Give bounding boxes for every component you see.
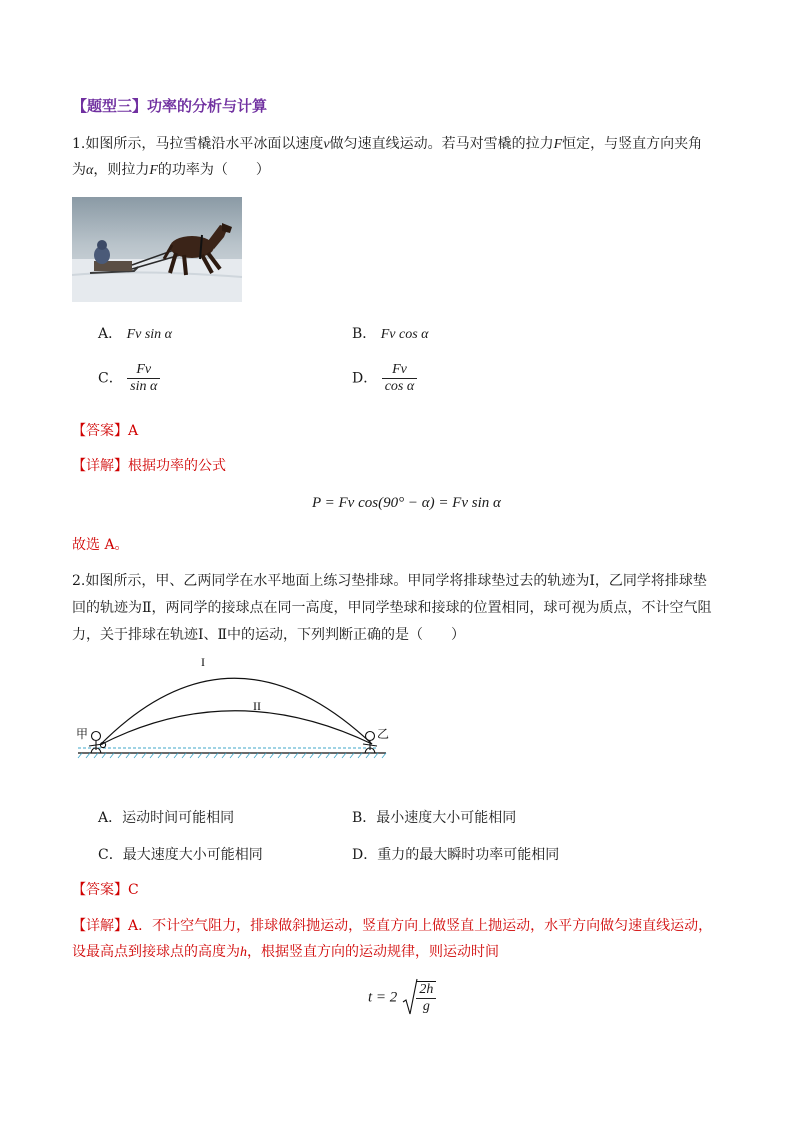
q1-stem-text: 的功率为（ ）: [157, 162, 270, 178]
q1-var-alpha: α: [86, 163, 94, 178]
horse-sled-illustration: [72, 197, 242, 302]
option-label: A．: [98, 326, 123, 342]
trajectory-svg: [72, 652, 392, 772]
q2-detail-text: 设最高点到接球点的高度为: [72, 944, 240, 960]
option-fraction: [382, 362, 418, 395]
q2-var-h: h: [240, 945, 247, 960]
formula-lhs: t = 2: [368, 989, 398, 1006]
q1-stem-text: 为: [72, 162, 86, 178]
label-curve-ii: II: [253, 699, 261, 713]
q1-option-b[interactable]: [352, 323, 429, 343]
q1-answer: 【答案】A: [72, 423, 139, 439]
q2-detail-line2: [72, 939, 752, 966]
fraction-denominator: g: [422, 999, 430, 1014]
option-label: D．: [352, 370, 378, 387]
q1-option-c[interactable]: [98, 362, 160, 395]
q1-stem-line1: [72, 131, 732, 158]
q2-answer: 【答案】C: [72, 882, 139, 898]
q2-formula: [368, 978, 436, 1018]
q1-formula: P = Fv cos(90° − α) = Fv sin α: [312, 495, 501, 511]
option-label: C．: [98, 370, 123, 387]
q1-stem-text: 做匀速直线运动。若马对雪橇的拉力: [329, 136, 554, 152]
q1-conclusion: 故选 A。: [72, 537, 129, 553]
q2-detail-line1: 【详解】A．不计空气阻力，排球做斜抛运动，竖直方向上做竖直上抛运动，水平方向做匀速直线运动，: [72, 918, 713, 934]
q1-var-F: F: [553, 137, 563, 152]
q1-var-v: v: [323, 137, 330, 152]
label-yi: 乙: [377, 727, 390, 741]
q2-detail-text: ，根据竖直方向的运动规律，则运动时间: [247, 944, 499, 960]
q2-option-b[interactable]: B．最小速度大小可能相同: [352, 810, 517, 826]
label-curve-i: I: [201, 655, 205, 669]
q2-option-d[interactable]: D．重力的最大瞬时功率可能相同: [352, 847, 560, 863]
sqrt-fraction: [416, 981, 436, 1015]
volleyball-trajectory-diagram: [72, 652, 392, 772]
player-yi-figure: [363, 732, 377, 754]
option-expression: Fv cos α: [380, 327, 429, 342]
q1-var-F: F: [149, 163, 158, 178]
q1-stem-text: 1.如图所示，马拉雪橇沿水平冰面以速度: [72, 136, 324, 152]
q1-stem-text: ，则拉力: [93, 162, 150, 178]
horse-sled-photo: [72, 197, 242, 302]
q2-stem-line3: 力，关于排球在轨迹Ⅰ、Ⅱ中的运动，下列判断正确的是（ ）: [72, 627, 466, 643]
option-label: B．: [352, 326, 377, 342]
q2-stem-line1: 2.如图所示，甲、乙两同学在水平地面上练习垫排球。甲同学将排球垫过去的轨迹为Ⅰ，乙同学将排球垫: [72, 573, 707, 589]
q1-stem-text: 恒定，与竖直方向夹角: [562, 136, 703, 152]
option-expression: Fv sin α: [126, 327, 173, 342]
trajectory-i-curve: [100, 678, 372, 745]
q1-stem-line2: [72, 157, 732, 184]
q2-option-c[interactable]: C．最大速度大小可能相同: [98, 847, 263, 863]
q2-stem-line2: 回的轨迹为Ⅱ，两同学的接球点在同一高度，甲同学垫球和接球的位置相同，球可视为质点，不计空气阻: [72, 600, 712, 616]
q1-option-d[interactable]: [352, 362, 417, 395]
player-jia-figure: [89, 732, 106, 754]
fraction-numerator: Fv: [127, 362, 160, 379]
section-title: 【题型三】功率的分析与计算: [72, 97, 268, 115]
q1-option-a[interactable]: [98, 323, 172, 343]
q1-detail: 【详解】根据功率的公式: [72, 458, 226, 474]
fraction-numerator: Fv: [382, 362, 418, 379]
fraction-denominator: sin α: [130, 379, 158, 394]
fraction-numerator: 2h: [416, 982, 436, 999]
ground-hatching: [78, 753, 386, 758]
q2-option-a[interactable]: A．运动时间可能相同: [98, 810, 235, 826]
option-fraction: [127, 362, 160, 395]
trajectory-ii-curve: [100, 711, 372, 745]
label-jia: 甲: [76, 727, 89, 741]
fraction-denominator: cos α: [384, 379, 415, 394]
